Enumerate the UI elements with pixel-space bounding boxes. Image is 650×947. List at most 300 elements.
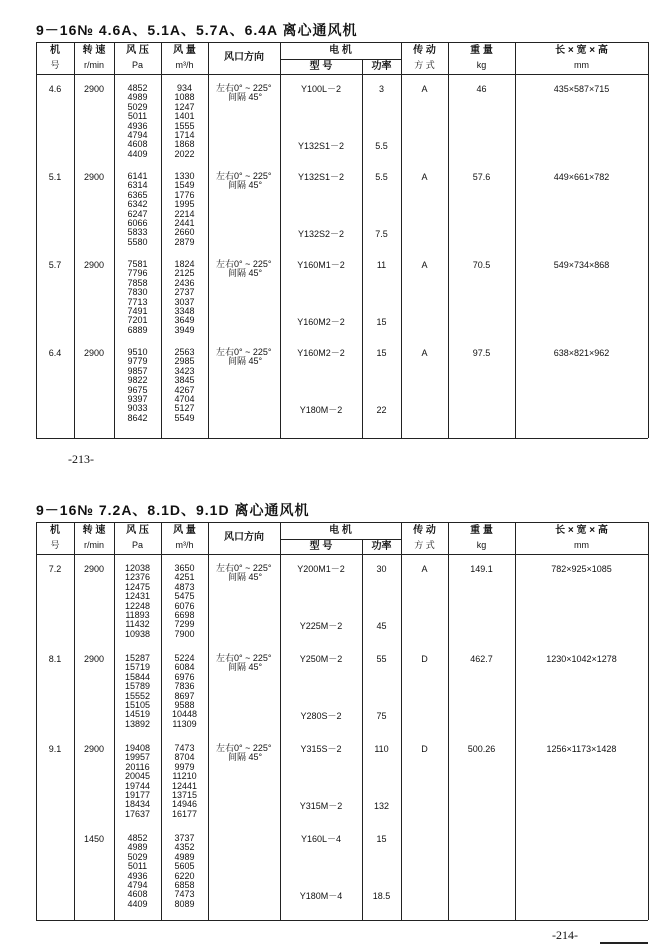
- dimensions-value: 638×821×962: [553, 348, 610, 358]
- footer-rule: [600, 942, 648, 944]
- flow-value: 1330: [174, 171, 195, 181]
- pressure-value: 7858: [127, 277, 148, 288]
- outlet-note-line: 间隔 45°: [228, 356, 263, 366]
- table-rule-top: [36, 522, 648, 523]
- motor-model: Y100L－2: [300, 84, 342, 94]
- pressure-value: 9857: [127, 365, 148, 376]
- flow-value: 1868: [174, 139, 195, 150]
- table-rule-header: [36, 554, 648, 555]
- pressure-value: 11893: [125, 609, 150, 620]
- flow-list: [161, 564, 208, 639]
- pressure-value: 11432: [125, 619, 150, 630]
- pressure-value: 18434: [124, 799, 151, 810]
- speed-value: 2900: [83, 84, 105, 94]
- speed-value: 2900: [83, 260, 105, 270]
- page-number-214: -214-: [552, 928, 578, 942]
- motor-model: Y180M－4: [299, 890, 343, 901]
- header-speed-unit: r/min: [84, 60, 104, 70]
- header-pressure-unit: Pa: [131, 540, 143, 550]
- motor-power: 15: [376, 316, 387, 327]
- flow-value: 16177: [171, 808, 198, 819]
- pressure-value: 15552: [124, 690, 151, 701]
- flow-value: 6220: [174, 870, 195, 881]
- motor-power: 18.5: [372, 890, 391, 901]
- pressure-list: [114, 260, 161, 335]
- pressure-value: 6314: [127, 180, 148, 191]
- fan-number: 7.2: [48, 564, 62, 574]
- flow-list: [161, 834, 208, 909]
- flow-value: 5475: [174, 591, 195, 602]
- table1-title: 9－16№ 4.6A、5.1A、5.7A、6.4A 离心通风机: [36, 22, 358, 38]
- motor-power: 5.5: [375, 140, 388, 151]
- pressure-value: 9779: [127, 356, 148, 367]
- pressure-value: 6365: [127, 189, 148, 200]
- pressure-value: 19408: [124, 743, 151, 753]
- pressure-value: 4608: [127, 889, 148, 900]
- header-flow-unit: m³/h: [175, 60, 194, 70]
- motor-power: 75: [376, 710, 387, 721]
- motor-power: 110: [374, 744, 389, 754]
- pressure-value: 4989: [127, 92, 148, 103]
- table-rule-top: [36, 42, 648, 43]
- header-motor: 电 机: [329, 45, 352, 56]
- header-outlet: 风口方向: [224, 52, 264, 63]
- drive-type: A: [421, 348, 428, 358]
- dimensions-value: 449×661×782: [553, 172, 610, 182]
- table-rule-header: [36, 74, 648, 75]
- motor-model: Y250M－2: [299, 654, 343, 664]
- flow-value: 8704: [174, 752, 195, 763]
- flow-value: 5127: [174, 403, 195, 414]
- pressure-list: [114, 84, 161, 159]
- pressure-value: 9822: [127, 375, 148, 386]
- flow-value: 1555: [174, 120, 195, 131]
- dimensions-value: 1230×1042×1278: [546, 654, 617, 664]
- speed-value: 2900: [83, 744, 105, 754]
- motor-power: 132: [373, 800, 390, 811]
- pressure-value: 7830: [127, 287, 148, 298]
- header-power: 功率: [371, 541, 392, 552]
- table-rule-col: [401, 522, 402, 920]
- pressure-value: 20116: [125, 761, 150, 772]
- pressure-value: 4989: [127, 842, 148, 853]
- pressure-value: 5580: [127, 236, 148, 247]
- flow-value: 6858: [174, 879, 195, 890]
- table-rule-col: [515, 522, 516, 920]
- header-outlet: 风口方向: [224, 532, 264, 543]
- header-speed: 转 速: [82, 45, 106, 56]
- outlet-note: [216, 172, 278, 190]
- pressure-value: 15105: [124, 699, 151, 710]
- outlet-note: [216, 654, 278, 672]
- pressure-value: 12475: [124, 581, 151, 592]
- flow-value: 7836: [174, 681, 195, 692]
- flow-value: 11309: [172, 718, 197, 729]
- speed-value: 1450: [83, 834, 105, 844]
- pressure-value: 5011: [127, 111, 148, 122]
- header-drive-unit: 方 式: [414, 540, 435, 550]
- weight-value: 97.5: [472, 348, 491, 358]
- drive-type: A: [421, 260, 428, 270]
- motor-model: Y315M－2: [299, 800, 343, 811]
- header-no-unit: 号: [50, 540, 60, 550]
- outlet-note-line: 间隔 45°: [228, 572, 263, 582]
- pressure-value: 5029: [127, 101, 148, 112]
- outlet-note-line: 间隔 45°: [228, 180, 263, 190]
- outlet-note: [216, 744, 278, 762]
- motor-power: 3: [378, 84, 384, 94]
- weight-value: 46: [476, 84, 487, 94]
- outlet-note-line: 左右0° ~ 225°: [216, 743, 272, 753]
- motor-model: Y132S1－2: [297, 140, 345, 151]
- flow-value: 2879: [174, 236, 195, 247]
- table-rule-col: [36, 42, 37, 438]
- header-power: 功率: [371, 61, 392, 72]
- pressure-value: 5011: [127, 861, 148, 872]
- pressure-list: [114, 564, 161, 639]
- motor-model: Y160M2－2: [297, 348, 345, 358]
- pressure-value: 9033: [127, 403, 148, 414]
- motor-power: 15: [376, 834, 387, 844]
- table-rule-col: [208, 522, 209, 920]
- flow-value: 1995: [174, 199, 195, 210]
- flow-list: [161, 654, 208, 729]
- pressure-value: 4936: [127, 870, 148, 881]
- flow-value: 6076: [174, 600, 195, 611]
- flow-list: [161, 172, 208, 247]
- pressure-value: 4409: [127, 148, 148, 159]
- pressure-value: 4409: [127, 898, 148, 909]
- pressure-value: 4608: [127, 139, 148, 150]
- speed-value: 2900: [83, 654, 105, 664]
- outlet-note-line: 左右0° ~ 225°: [216, 347, 272, 357]
- flow-value: 3348: [174, 305, 195, 316]
- flow-value: 2436: [174, 277, 195, 288]
- pressure-value: 6247: [127, 208, 148, 219]
- pressure-value: 6066: [127, 217, 148, 228]
- table-rule-col: [280, 42, 281, 438]
- flow-value: 6084: [174, 662, 195, 673]
- table-rule-bottom: [36, 920, 648, 921]
- motor-power: 30: [376, 564, 387, 574]
- flow-value: 3845: [174, 375, 195, 386]
- flow-value: 4989: [174, 851, 195, 862]
- pressure-value: 7796: [127, 268, 148, 279]
- flow-list: [161, 348, 208, 423]
- outlet-note-line: 间隔 45°: [228, 752, 263, 762]
- motor-model: Y132S2－2: [297, 228, 345, 239]
- page-number-213: -213-: [68, 452, 94, 466]
- header-weight: 重 量: [470, 525, 493, 536]
- header-motor: 电 机: [329, 525, 352, 536]
- table-rule-bottom: [36, 438, 648, 439]
- flow-list: [161, 84, 208, 159]
- drive-type: A: [421, 564, 428, 574]
- pressure-value: 19177: [124, 789, 151, 800]
- pressure-value: 10938: [124, 628, 151, 639]
- flow-value: 3949: [174, 324, 195, 335]
- header-pressure: 风 压: [126, 45, 149, 56]
- flow-value: 1824: [174, 259, 195, 269]
- drive-type: D: [421, 654, 428, 664]
- motor-model: Y280S－2: [300, 710, 342, 721]
- header-weight: 重 量: [470, 45, 493, 56]
- weight-value: 149.1: [470, 564, 493, 574]
- pressure-value: 19744: [124, 780, 151, 791]
- header-flow: 风 量: [173, 525, 196, 536]
- flow-value: 12441: [171, 780, 198, 791]
- drive-type: D: [421, 744, 428, 754]
- motor-model: Y315S－2: [300, 744, 342, 754]
- header-speed-unit: r/min: [84, 540, 104, 550]
- flow-value: 1247: [174, 101, 195, 112]
- outlet-note-line: 间隔 45°: [228, 662, 263, 672]
- pressure-value: 20045: [124, 771, 151, 782]
- table-rule-col: [448, 522, 449, 920]
- table-rule-col: [208, 42, 209, 438]
- pressure-value: 7713: [127, 296, 148, 307]
- fan-number: 5.1: [48, 172, 62, 182]
- flow-value: 9588: [174, 699, 195, 710]
- flow-value: 8089: [174, 898, 195, 909]
- outlet-note: [216, 260, 278, 278]
- table-rule-col: [362, 539, 363, 920]
- drive-type: A: [421, 84, 428, 94]
- flow-value: 6976: [174, 671, 195, 682]
- table2: [36, 522, 648, 920]
- fan-number: 8.1: [48, 654, 62, 664]
- flow-value: 4873: [174, 581, 195, 592]
- table-rule-col: [448, 42, 449, 438]
- header-pressure-unit: Pa: [131, 60, 143, 70]
- outlet-note-line: 左右0° ~ 225°: [216, 171, 272, 181]
- outlet-note: [216, 84, 278, 102]
- dimensions-value: 549×734×868: [553, 260, 610, 270]
- motor-power: 15: [376, 348, 387, 358]
- header-dims: 长 × 宽 × 高: [555, 525, 608, 536]
- pressure-value: 9397: [127, 393, 148, 404]
- flow-value: 3737: [174, 833, 195, 843]
- table-rule-col: [515, 42, 516, 438]
- flow-value: 3650: [174, 563, 195, 573]
- header-no-unit: 号: [50, 60, 60, 70]
- motor-model: Y180M－2: [299, 404, 343, 415]
- header-flow: 风 量: [173, 45, 196, 56]
- weight-value: 462.7: [470, 654, 493, 664]
- pressure-value: 12038: [124, 563, 151, 573]
- weight-value: 500.26: [467, 744, 496, 754]
- flow-value: 1088: [174, 92, 195, 103]
- pressure-value: 15287: [124, 653, 151, 663]
- motor-power: 11: [376, 260, 387, 270]
- flow-value: 10448: [171, 709, 198, 720]
- flow-value: 3423: [174, 365, 195, 376]
- speed-value: 2900: [83, 172, 105, 182]
- flow-value: 2214: [174, 208, 195, 219]
- flow-value: 4352: [174, 842, 195, 853]
- pressure-list: [114, 654, 161, 729]
- flow-value: 1714: [174, 129, 195, 140]
- header-speed: 转 速: [82, 525, 106, 536]
- table-rule-col: [36, 522, 37, 920]
- header-drive: 传 动: [413, 45, 436, 56]
- pressure-value: 14519: [124, 709, 151, 720]
- motor-power: 5.5: [375, 172, 388, 182]
- fan-number: 6.4: [48, 348, 62, 358]
- header-no: 机: [50, 45, 60, 56]
- header-drive: 传 动: [413, 525, 436, 536]
- outlet-note: [216, 348, 278, 366]
- pressure-value: 4936: [127, 120, 148, 131]
- outlet-note-line: 间隔 45°: [228, 268, 263, 278]
- pressure-value: 6889: [127, 324, 148, 335]
- pressure-value: 4852: [127, 83, 148, 93]
- header-dims-unit: mm: [574, 60, 589, 70]
- pressure-value: 19957: [124, 752, 151, 763]
- pressure-value: 15789: [124, 681, 151, 692]
- speed-value: 2900: [83, 348, 105, 358]
- pressure-value: 12248: [124, 600, 151, 611]
- flow-value: 3649: [174, 315, 195, 326]
- flow-list: [161, 260, 208, 335]
- flow-value: 14946: [171, 799, 198, 810]
- flow-value: 5549: [174, 412, 195, 423]
- pressure-value: 8642: [127, 412, 148, 423]
- fan-number: 4.6: [48, 84, 62, 94]
- table2-title: 9－16№ 7.2A、8.1D、9.1D 离心通风机: [36, 502, 310, 518]
- pressure-list: [114, 744, 161, 819]
- motor-power: 45: [376, 620, 387, 631]
- flow-value: 3037: [174, 296, 195, 307]
- header-dims-unit: mm: [574, 540, 589, 550]
- pressure-value: 17637: [124, 808, 151, 819]
- flow-value: 1549: [174, 180, 195, 191]
- table-rule-col: [74, 522, 75, 920]
- pressure-value: 9675: [127, 384, 148, 395]
- motor-model: Y160M1－2: [297, 260, 345, 270]
- flow-value: 4267: [174, 384, 195, 395]
- pressure-value: 9510: [127, 347, 148, 357]
- header-dims: 长 × 宽 × 高: [555, 45, 608, 56]
- table-rule-col: [648, 42, 649, 438]
- table-rule-col: [74, 42, 75, 438]
- pressure-value: 13892: [124, 718, 151, 729]
- pressure-value: 6141: [127, 171, 148, 181]
- motor-model: Y132S1－2: [297, 172, 345, 182]
- outlet-note-line: 间隔 45°: [228, 92, 263, 102]
- flow-value: 1401: [174, 111, 195, 122]
- fan-number: 5.7: [48, 260, 62, 270]
- table-rule-motor: [280, 539, 401, 540]
- table-rule-col: [362, 59, 363, 438]
- header-model: 型 号: [309, 541, 333, 552]
- pressure-value: 15719: [124, 662, 151, 673]
- flow-value: 13715: [171, 789, 198, 800]
- header-no: 机: [50, 525, 60, 536]
- pressure-value: 15844: [124, 671, 151, 682]
- pressure-value: 4794: [127, 129, 148, 140]
- flow-value: 4251: [174, 572, 195, 583]
- motor-model: Y160M2－2: [297, 316, 345, 327]
- pressure-value: 6342: [127, 199, 148, 210]
- motor-power: 22: [376, 404, 387, 415]
- pressure-value: 4794: [127, 879, 148, 890]
- table-rule-col: [648, 522, 649, 920]
- table-rule-motor: [280, 59, 401, 60]
- weight-value: 57.6: [472, 172, 491, 182]
- flow-value: 7473: [174, 743, 195, 753]
- motor-power: 55: [376, 654, 387, 664]
- outlet-note-line: 左右0° ~ 225°: [216, 83, 272, 93]
- header-drive-unit: 方 式: [414, 60, 435, 70]
- outlet-note: [216, 564, 278, 582]
- pressure-value: 7581: [127, 259, 148, 269]
- speed-value: 2900: [83, 564, 105, 574]
- table-rule-col: [401, 42, 402, 438]
- pressure-value: 12431: [124, 591, 151, 602]
- table1: [36, 42, 648, 438]
- flow-value: 5224: [174, 653, 195, 663]
- flow-value: 7473: [174, 889, 195, 900]
- pressure-list: [114, 834, 161, 909]
- pressure-value: 5029: [127, 851, 148, 862]
- outlet-note-line: 左右0° ~ 225°: [216, 259, 272, 269]
- flow-value: 1776: [174, 189, 195, 200]
- outlet-note-line: 左右0° ~ 225°: [216, 653, 272, 663]
- header-model: 型 号: [309, 61, 333, 72]
- dimensions-value: 782×925×1085: [551, 564, 612, 574]
- header-weight-unit: kg: [476, 540, 487, 550]
- flow-value: 934: [176, 83, 193, 93]
- flow-value: 8697: [174, 690, 195, 701]
- flow-value: 11210: [172, 771, 197, 782]
- header-weight-unit: kg: [476, 60, 487, 70]
- pressure-value: 7201: [127, 315, 148, 326]
- flow-value: 9979: [174, 761, 195, 772]
- dimensions-value: 435×587×715: [553, 84, 610, 94]
- pressure-value: 12376: [124, 572, 151, 583]
- pressure-value: 5833: [127, 227, 148, 238]
- flow-value: 2125: [174, 268, 195, 279]
- pressure-value: 4852: [127, 833, 148, 843]
- motor-model: Y160L－4: [300, 834, 342, 844]
- flow-value: 2441: [174, 217, 195, 228]
- flow-value: 7299: [174, 619, 195, 630]
- flow-value: 2660: [174, 227, 195, 238]
- pressure-list: [114, 172, 161, 247]
- pressure-value: 7491: [127, 305, 148, 316]
- header-flow-unit: m³/h: [175, 540, 194, 550]
- motor-model: Y225M－2: [299, 620, 343, 631]
- flow-list: [161, 744, 208, 819]
- flow-value: 7900: [174, 628, 195, 639]
- motor-power: 7.5: [375, 228, 388, 239]
- flow-value: 2022: [174, 148, 195, 159]
- motor-model: Y200M1－2: [297, 564, 345, 574]
- dimensions-value: 1256×1173×1428: [546, 744, 617, 754]
- flow-value: 2737: [174, 287, 195, 298]
- outlet-note-line: 左右0° ~ 225°: [216, 563, 272, 573]
- flow-value: 5605: [174, 861, 195, 872]
- flow-value: 2985: [174, 356, 195, 367]
- flow-value: 4704: [174, 393, 195, 404]
- drive-type: A: [421, 172, 428, 182]
- flow-value: 2563: [174, 347, 195, 357]
- fan-number: 9.1: [48, 744, 62, 754]
- flow-value: 6698: [174, 609, 195, 620]
- header-pressure: 风 压: [126, 525, 149, 536]
- pressure-list: [114, 348, 161, 423]
